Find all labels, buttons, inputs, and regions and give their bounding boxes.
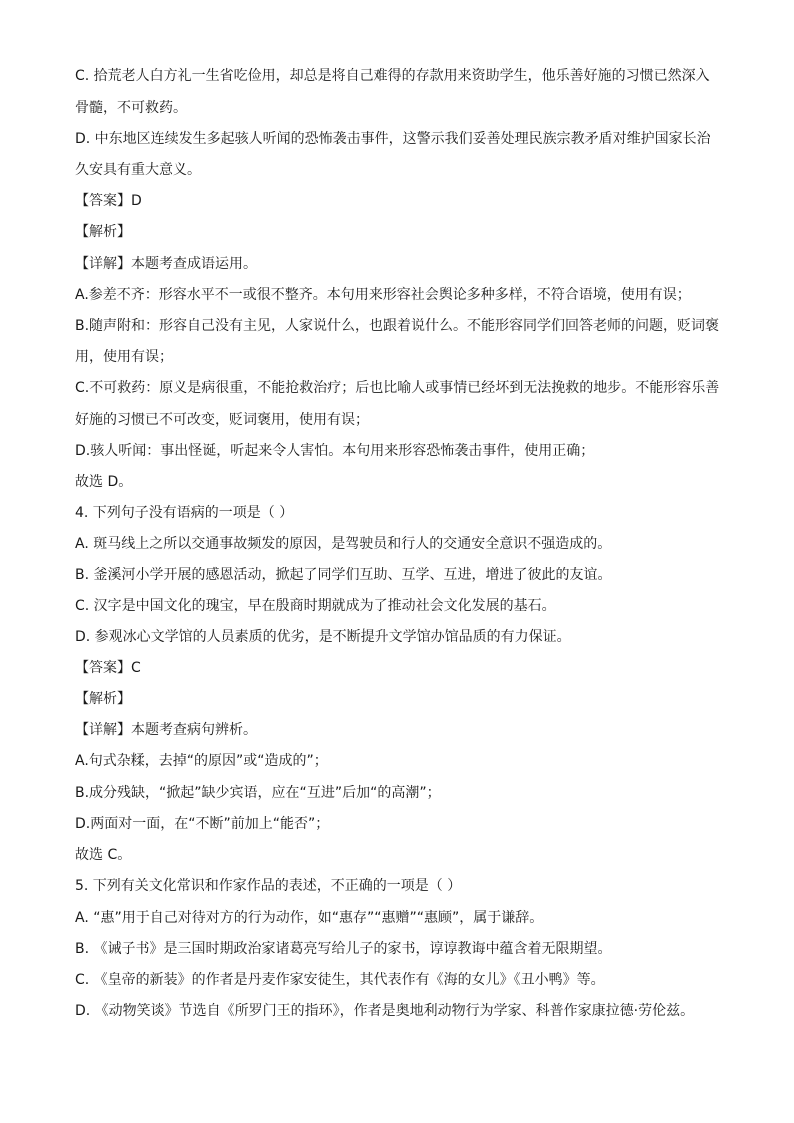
q3-explanation-b: B.随声附和：形容自己没有主见，人家说什么，也跟着说什么。不能形容同学们回答老师的问题，贬词褒 [75,318,720,334]
q3-choice: 故选 D。 [75,474,133,490]
q4-option-b: B. 釜溪河小学开展的感恩活动，掀起了同学们互助、互学、互进，增进了彼此的友谊。 [75,567,612,583]
q4-explanation-b: B.成分残缺，“掀起”缺少宾语，应在“互进”后加“的高潮”； [75,785,441,801]
q4-option-a: A. 斑马线上之所以交通事故频发的原因，是驾驶员和行人的交通安全意识不强造成的。 [75,536,612,552]
q3-option-c-continuation: 骨髓，不可救药。 [75,100,187,116]
q4-explanation-d: D.两面对一面，在“不断”前加上“能否”； [75,816,330,832]
q4-option-d: D. 参观冰心文学馆的人员素质的优劣，是不断提升文学馆办馆品质的有力保证。 [75,629,571,645]
q3-analysis-label: 【解析】 [75,224,131,240]
q3-explanation-c-cont: 好施的习惯已不可改变，贬词褒用，使用有误； [75,412,369,428]
q5-option-a: A. “惠”用于自己对待对方的行为动作，如“惠存”“惠赠”“惠顾”，属于谦辞。 [75,910,544,926]
q5-option-d: D. 《动物笑谈》节选自《所罗门王的指环》，作者是奥地利动物行为学家、科普作家康拉德·劳伦兹。 [75,1003,695,1019]
q3-detail: 【详解】本题考查成语运用。 [75,256,257,272]
q3-option-c: C. 拾荒老人白方礼一生省吃俭用，却总是将自己难得的存款用来资助学生，他乐善好施的习惯已然深入 [75,68,710,84]
q3-option-d-continuation: 久安具有重大意义。 [75,162,201,178]
q3-explanation-d: D.骇人听闻：事出怪诞，听起来令人害怕。本句用来形容恐怖袭击事件，使用正确； [75,443,595,459]
q4-option-c: C. 汉字是中国文化的瑰宝，早在殷商时期就成为了推动社会文化发展的基石。 [75,598,556,614]
q5-option-b: B. 《诫子书》是三国时期政治家诸葛亮写给儿子的家书，谆谆教诲中蕴含着无限期望。 [75,941,612,957]
q3-explanation-c: C.不可救药：原义是病很重，不能抢救治疗；后也比喻人或事情已经坏到无法挽救的地步。不能形容乐善 [75,380,720,396]
q4-answer: 【答案】C [75,660,141,676]
q3-option-d: D. 中东地区连续发生多起骇人听闻的恐怖袭击事件，这警示我们妥善处理民族宗教矛盾对维护国家长治 [75,131,711,147]
q4-analysis-label: 【解析】 [75,691,131,707]
q4-choice: 故选 C。 [75,847,132,863]
q4-detail: 【详解】本题考查病句辨析。 [75,722,257,738]
q5-stem: 5. 下列有关文化常识和作家作品的表述，不正确的一项是（ ） [75,878,462,894]
q3-explanation-b-cont: 用，使用有误； [75,349,173,365]
q4-explanation-a: A.句式杂糅，去掉“的原因”或“造成的”； [75,753,328,769]
q4-stem: 4. 下列句子没有语病的一项是（ ） [75,505,294,521]
q5-option-c: C. 《皇帝的新装》的作者是丹麦作家安徒生，其代表作有《海的女儿》《丑小鸭》等。 [75,972,605,988]
q3-answer: 【答案】D [75,193,142,209]
q3-explanation-a: A.参差不齐：形容水平不一或很不整齐。本句用来形容社会舆论多种多样，不符合语境，使用有误； [75,287,691,303]
